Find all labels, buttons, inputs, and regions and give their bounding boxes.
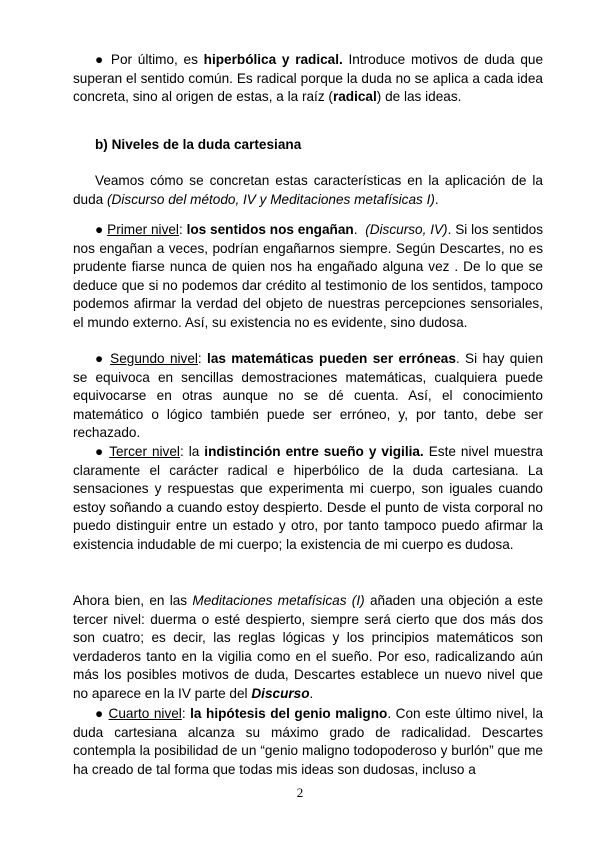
bullet: ●	[95, 706, 104, 721]
level-label: Cuarto nivel	[108, 706, 182, 721]
section-heading: b) Niveles de la duda cartesiana	[95, 137, 302, 152]
paragraph-radical: ● Por último, es hiperbólica y radical. Introduce motivos de duda que superan el sentido común. Es radical porque la duda no se aplica a cada idea concreta, sino al origen de estas, a la raíz (radical) de las ideas.	[73, 52, 544, 105]
bold-term: hiperbólica y radical.	[203, 52, 343, 67]
paragraph-level-4: ● Cuarto nivel: la hipótesis del genio maligno. Con este último nivel, la duda cartesiana alcanza su máximo grado de radicalidad. Descartes contempla la posibilidad de un “genio maligno todopoderoso y burlón” que me ha creado de tal forma que todas mis ideas son dudosas, incluso a	[73, 706, 543, 777]
page-number: 2	[296, 785, 304, 800]
paragraph-level-2: ● Segundo nivel: las matemáticas pueden ser erróneas. Si hay quien se equivoca en sencillas demostraciones matemáticas, cualquiera puede equivocarse en otras aunque no se dé cuenta. Así, el conocimiento matemático o lógico también puede ser erróneo, y, por tanto, debe ser rechazado.	[73, 351, 544, 441]
bullet: ●	[95, 351, 105, 366]
paragraph-level-3: ● Tercer nivel: la indistinción entre sueño y vigilia. Este nivel muestra claramente el carácter radical e hiperbólico de la duda cartesiana. La sensaciones y respuestas que experimenta mi cuerpo, son iguales cuando estoy soñando a cuando estoy despierto. Desde el punto de vista corporal no puedo distinguir entre un estado y otro, por tanto tampoco puedo afirmar la existencia indudable de mi cuerpo; la existencia de mi cuerpo es dudosa.	[73, 444, 543, 552]
paragraph-intro: Veamos cómo se concretan estas características en la aplicación de la duda (Discurso del método, IV y Meditaciones metafísicas I).	[73, 173, 543, 207]
bullet: ●	[95, 444, 105, 459]
bullet: ●	[95, 222, 104, 237]
level-label: Primer nivel	[107, 222, 179, 237]
level-label: Tercer nivel	[109, 444, 180, 459]
level-label: Segundo nivel	[110, 351, 198, 366]
paragraph-objection: Ahora bien, en las Meditaciones metafísicas (I) añaden una objeción a este tercer nivel: duerma o esté despierto, siempre será cierto que dos más dos son cuatro; es decir, las reglas lógicas y los principios matemáticos son verdaderos tanto en la vigilia como en el sueño. Por eso, radicalizando aún más los posibles motivos de duda, Descartes establece un nuevo nivel que no aparece en la IV parte del Discurso.	[73, 593, 544, 701]
bullet: ●	[95, 52, 106, 67]
paragraph-level-1: ● Primer nivel: los sentidos nos engañan. (Discurso, IV). Si los sentidos nos engañan a veces, podrían engañarnos siempre. Según Descartes, no es prudente fiarse nunca de quien nos ha engañado alguna vez . De lo que se deduce que si no podemos dar crédito al testimonio de los sentidos, tampoco podemos afirmar la verdad del objeto de nuestras percepciones sensoriales, el mundo externo. Así, su existencia no es evidente, sino dudosa.	[73, 222, 543, 330]
